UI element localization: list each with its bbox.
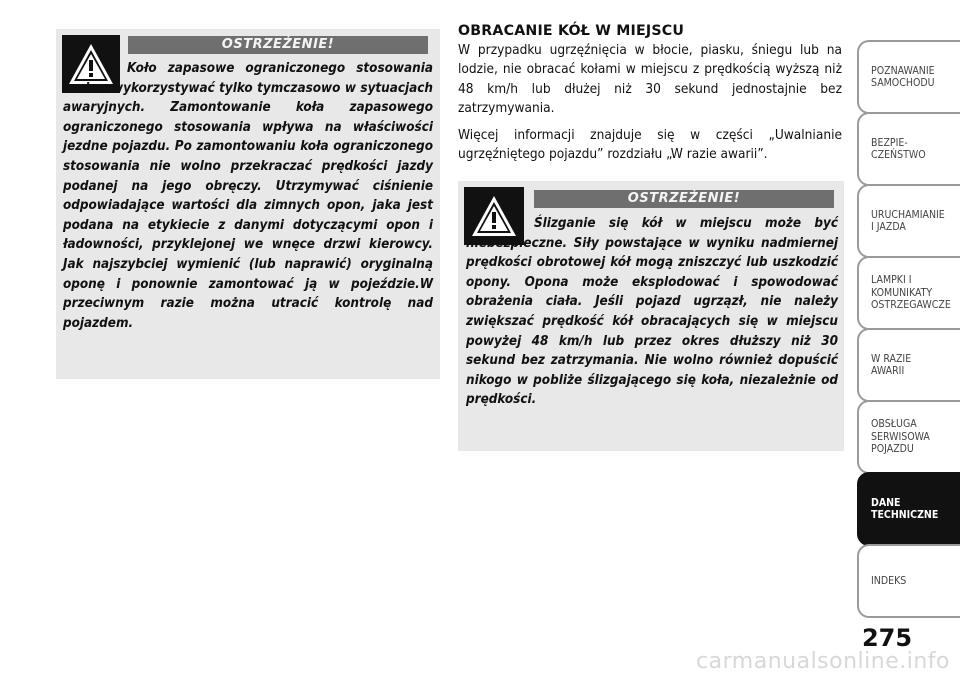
tab-uruchamianie-i-jazda[interactable]: URUCHAMIANIE I JAZDA [857,184,960,258]
tab-obsluga-serwisowa[interactable]: OBSŁUGA SERWISOWA POJAZDU [857,400,960,474]
section-paragraph: Więcej informacji znajduje się w części „Uwalnianie ugrzęźniętego pojazdu” rozdziału „W razie awarii”. [458,127,842,163]
warning-text: Ślizganie się kół w miejscu może być niebezpieczne. Siły powstające w wyniku nadmiernej prędkości obrotowej kół mogą zniszczyć lub uszkodzić opony. Opona może eksplodować i spowodować obrażenia ciała. Jeśli pojazd ugrzązł, nie należy zwiększać prędkość kół obracających się w miejscu powyżej 48 km/h lub przez okres dłuższy niż 30 sekund bez zatrzymania. Nie wolno również dopuścić nikogo w pobliże ślizgającego się koła, niezależnie od prędkości. [466,216,838,408]
warning-text: Koło zapasowe ograniczonego stosowania można wykorzystywać tylko tymczasowo w sytuacjach awaryjnych. Zamontowanie koła zapasowego ograniczonego stosowania wpływa na właściwości jezdne pojazdu. Po zamontowaniu koła ograniczonego stosowania nie wolno przekraczać prędkości jazdy podanej na jego obręczy. Utrzymywać ciśnienie odpowiadające wartości dla zimnych opon, jaka jest podana na etykiecie z danymi dotyczącymi opon i ładowności, przyklejonej we wnęce drzwi kierowcy. Jak najszybciej wymienić (lub naprawić) oryginalną oponę i ponownie zamontować ją w pojeździe.W przeciwnym razie można utracić kontrolę nad pojazdem. [63,61,433,331]
warning-box-spare-wheel [56,29,440,379]
section-paragraph: W przypadku ugrzęźnięcia w błocie, piasku, śniegu lub na lodzie, nie obracać kołami w miejscu z prędkością wyższą niż 48 km/h lub dłużej niż 30 sekund jednostajnie bez zatrzymywania. [458,42,842,116]
section-title: OBRACANIE KÓŁ W MIEJSCU [458,23,685,39]
watermark-text: carmanualsonline.info [696,649,950,674]
tab-poznawanie-samochodu[interactable]: POZNAWANIE SAMOCHODU [857,40,960,114]
tab-bezpieczenstwo[interactable]: BEZPIE- CZEŃSTWO [857,112,960,186]
warning-label: OSTRZEŻENIE! [128,36,428,54]
page-number: 275 [861,624,913,652]
tab-w-razie-awarii[interactable]: W RAZIE AWARII [857,328,960,402]
section-spinning-wheels [458,22,842,165]
tab-lampki-i-komunikaty[interactable]: LAMPKI I KOMUNIKATY OSTRZEGAWCZE [857,256,960,330]
tab-dane-techniczne[interactable]: DANE TECHNICZNE [857,472,960,546]
tab-indeks[interactable]: INDEKS [857,544,960,618]
warning-label: OSTRZEŻENIE! [534,190,834,208]
warning-box-wheel-spin [458,181,844,451]
